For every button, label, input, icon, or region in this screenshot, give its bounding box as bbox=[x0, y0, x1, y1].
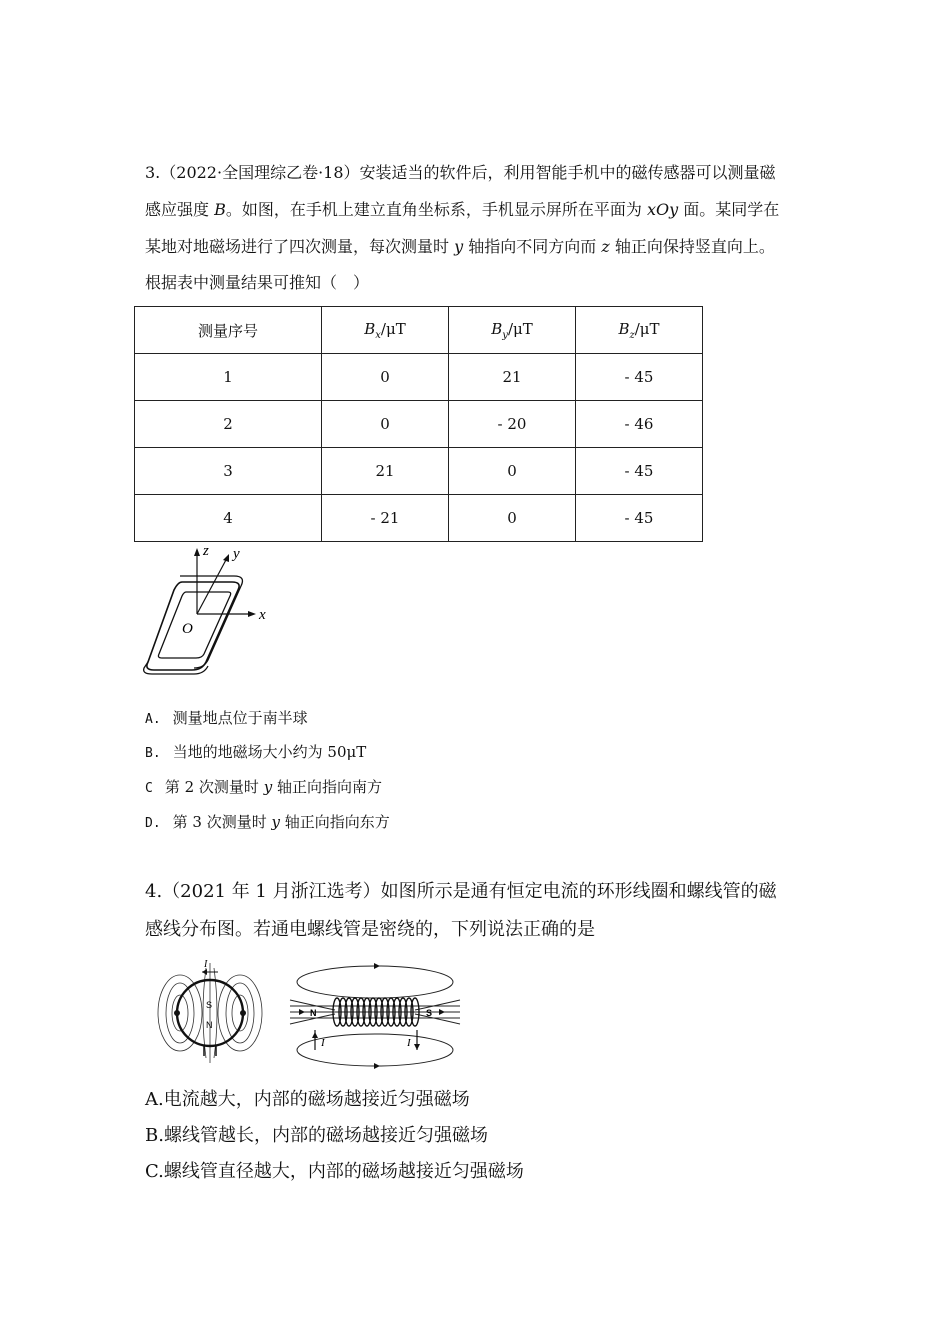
option-text: 第 3 次测量时 bbox=[172, 813, 272, 831]
table-cell: 1 bbox=[135, 354, 322, 401]
var-z: z bbox=[601, 237, 610, 256]
q3-option-d[interactable] bbox=[145, 812, 390, 834]
q3-option-c[interactable] bbox=[145, 777, 382, 799]
current-arrow-up bbox=[312, 1032, 318, 1038]
text: 轴指向不同方向而 bbox=[463, 237, 602, 256]
z-label: z bbox=[203, 544, 209, 559]
header-sub: x bbox=[375, 329, 381, 341]
table-cell: 21 bbox=[449, 354, 576, 401]
field-arrow-top bbox=[374, 963, 380, 969]
y-axis-arrow bbox=[223, 554, 229, 562]
x-label: x bbox=[259, 607, 266, 623]
header-cell bbox=[449, 307, 576, 354]
current-label-right: I bbox=[407, 1037, 411, 1049]
pole-s-label: S bbox=[206, 1000, 213, 1010]
field-arrow-right bbox=[439, 1009, 445, 1015]
phone-axes-figure bbox=[134, 544, 284, 679]
ring-coil-field-figure bbox=[150, 958, 270, 1068]
field-arrow-left bbox=[299, 1009, 305, 1015]
table-cell: 0 bbox=[322, 401, 449, 448]
option-text: 轴正向指向东方 bbox=[280, 813, 390, 831]
text: 某地对地磁场进行了四次测量，每次测量时 bbox=[145, 237, 455, 256]
q3-stem-line-2 bbox=[145, 199, 779, 221]
header-unit: /μT bbox=[380, 319, 406, 338]
header-label: B bbox=[618, 319, 630, 338]
text: 感应强度 bbox=[145, 200, 215, 219]
q3-stem-line-4: 根据表中测量结果可推知（ ） bbox=[145, 273, 370, 292]
q4-option-c[interactable]: C.螺线管直径越大，内部的磁场越接近匀强磁场 bbox=[145, 1161, 524, 1182]
option-text: 测量地点位于南半球 bbox=[172, 709, 308, 727]
header-label: B bbox=[491, 319, 503, 338]
table-row bbox=[135, 354, 703, 401]
table-cell: - 21 bbox=[322, 495, 449, 542]
table-row bbox=[135, 448, 703, 495]
q4-stem-line-2: 感线分布图。若通电螺线管是密绕的，下列说法正确的是 bbox=[145, 919, 595, 940]
header-cell bbox=[576, 307, 703, 354]
table-cell: 4 bbox=[135, 495, 322, 542]
table-cell: - 20 bbox=[449, 401, 576, 448]
solenoid-s-label: S bbox=[426, 1008, 433, 1018]
header-unit: /μT bbox=[507, 319, 533, 338]
y-label: y bbox=[233, 546, 240, 562]
phone-outline bbox=[147, 582, 239, 670]
origin-label: O bbox=[182, 621, 193, 637]
option-letter: D. bbox=[145, 816, 161, 831]
text: 。如图，在手机上建立直角坐标系，手机显示屏所在平面为 bbox=[225, 200, 647, 219]
current-label-left: I bbox=[321, 1037, 325, 1049]
header-cell bbox=[135, 307, 322, 354]
table-row bbox=[135, 495, 703, 542]
solenoid-n-label: N bbox=[310, 1008, 317, 1018]
current-arrow-down bbox=[414, 1044, 420, 1050]
q3-stem-line-3 bbox=[145, 236, 775, 258]
option-text: 当地的地磁场大小约为 50μT bbox=[172, 743, 367, 761]
measurement-table bbox=[134, 306, 703, 542]
q4-option-a[interactable]: A.电流越大，内部的磁场越接近匀强磁场 bbox=[145, 1089, 470, 1110]
header-unit: /μT bbox=[634, 319, 660, 338]
table-cell: - 45 bbox=[576, 354, 703, 401]
q3-option-a[interactable] bbox=[145, 708, 308, 730]
q4-stem-line-1: 4.（2021 年 1 月浙江选考）如图所示是通有恒定电流的环形线圈和螺线管的磁 bbox=[145, 881, 777, 902]
table-cell: 0 bbox=[449, 448, 576, 495]
header-label: 测量序号 bbox=[197, 321, 258, 340]
var-y: y bbox=[263, 778, 273, 796]
option-letter: A. bbox=[145, 712, 161, 727]
table-cell: 2 bbox=[135, 401, 322, 448]
wire-dot-right bbox=[240, 1010, 246, 1016]
text: 面。某同学在 bbox=[678, 200, 780, 219]
header-sub: y bbox=[502, 329, 508, 341]
table-cell: 21 bbox=[322, 448, 449, 495]
current-label: I bbox=[204, 959, 208, 970]
var-y: y bbox=[454, 237, 464, 256]
table-cell: 0 bbox=[449, 495, 576, 542]
q3-stem-line-1: 3.（2022·全国理综乙卷·18）安装适当的软件后，利用智能手机中的磁传感器可以测量磁 bbox=[145, 163, 776, 182]
table-cell: - 46 bbox=[576, 401, 703, 448]
q4-option-b[interactable]: B.螺线管越长，内部的磁场越接近匀强磁场 bbox=[145, 1125, 488, 1146]
option-text: 第 2 次测量时 bbox=[164, 778, 264, 796]
y-axis bbox=[197, 558, 227, 614]
var-B: B bbox=[214, 200, 226, 219]
header-label: B bbox=[364, 319, 376, 338]
table-row bbox=[135, 401, 703, 448]
option-letter: B. bbox=[145, 746, 161, 761]
text: 轴正向保持竖直向上。 bbox=[609, 237, 775, 256]
option-text: 轴正向指向南方 bbox=[272, 778, 382, 796]
q3-option-b[interactable] bbox=[145, 742, 366, 764]
var-xOy: xOy bbox=[646, 200, 679, 219]
var-y: y bbox=[271, 813, 280, 831]
header-cell bbox=[322, 307, 449, 354]
wire-dot-left bbox=[174, 1010, 180, 1016]
table-cell: 0 bbox=[322, 354, 449, 401]
x-axis-arrow bbox=[248, 611, 256, 617]
table-cell: - 45 bbox=[576, 495, 703, 542]
z-axis-arrow bbox=[194, 548, 200, 556]
header-sub: z bbox=[629, 329, 635, 341]
solenoid-field-figure bbox=[285, 960, 465, 1070]
option-letter: C bbox=[145, 781, 153, 796]
outer-field-line-top bbox=[297, 966, 453, 998]
table-cell: - 45 bbox=[576, 448, 703, 495]
table-header-row bbox=[135, 307, 703, 354]
table-cell: 3 bbox=[135, 448, 322, 495]
field-arrow-bottom bbox=[374, 1063, 380, 1069]
pole-n-label: N bbox=[206, 1020, 213, 1030]
